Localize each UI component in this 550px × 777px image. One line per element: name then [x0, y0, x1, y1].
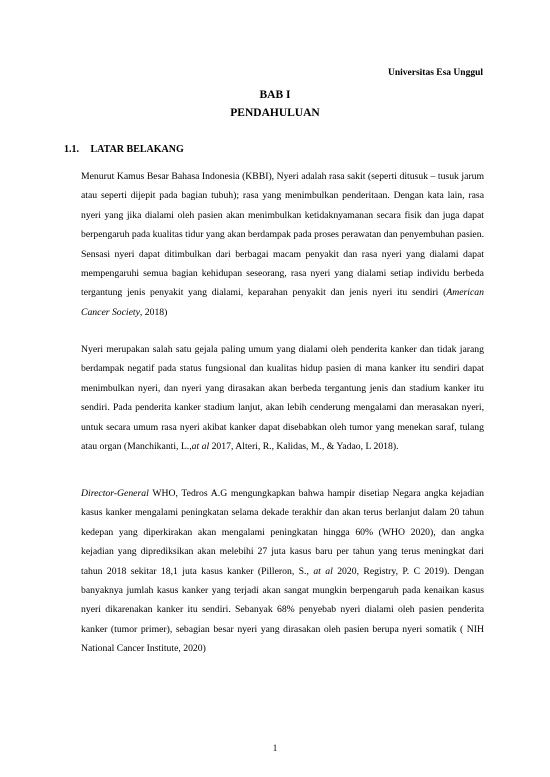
citation-tail: 2020, Registry, P. C 2019). Dengan banyaknya jumlah kasus kanker yang terjadi akan sangat mungkin berpengaruh pada kenaikan kasus nyeri dikarenakan kanker itu sendiri. Sebanyak 68% penyebab nyeri dialami oleh pasien penderita kanker (tumor primer), sebagian besar nyeri yang dirasakan oleh pasien berupa nyeri somatik ( NIH National Cancer Institute, 2020)	[81, 565, 485, 655]
section-number: 1.1.	[64, 144, 79, 155]
citation-tail: 2017, Alteri, R., Kalidas, M., & Yadao, L 2018).	[209, 441, 399, 453]
paragraph-3	[81, 484, 484, 659]
paragraph-2	[81, 340, 484, 456]
citation-italic: at al	[191, 441, 210, 453]
institution-header: Universitas Esa Unggul	[387, 68, 483, 78]
citation-italic: American Cancer Society	[81, 287, 484, 318]
citation-italic: at al	[313, 565, 333, 577]
paragraph-text: WHO, Tedros A.G mengungkapkan bahwa hampir disetiap Negara angka kejadian kasus kanker mengalami peningkatan selama dekade terakhir dan akan terus berlanjut dalam 20 tahun kedepan yang diperkirakan akan mengalami peningkatan hingga 60% (WHO 2020), dan angka kejadian yang diprediksikan akan melebihi 27 juta kasus baru per tahun yang terus meningkat dari tahun 2018 sekitar 18,1 juta kasus kanker (Pilleron, S.,	[81, 488, 484, 577]
citation-tail: , 2018)	[139, 306, 168, 318]
paragraph-1	[81, 167, 484, 322]
section-heading	[64, 144, 184, 155]
chapter-title: PENDAHULUAN	[230, 107, 320, 119]
lead-italic: Director-General	[81, 488, 149, 499]
paragraph-text: Menurut Kamus Besar Bahasa Indonesia (KBBI), Nyeri adalah rasa sakit (seperti ditusuk – tusuk jarum atau seperti dijepit pada bagian tubuh); rasa yang menimbulkan penderitaan. Dengan kata lain, rasa nyeri yang jika dialami oleh pasien akan menimbulkan ketidaknyamanan secara fisik dan juga dapat berpengaruh pada kualitas tidur yang akan berdampak pada proses perawatan dan penyembuhan pasien. Sensasi nyeri dapat ditimbulkan dari berbagai macam penyakit dan rasa nyeri yang dialami dapat mempengaruhi semua bagian kehidupan seseorang, rasa nyeri yang dialami setiap individu berbeda tergantung jenis penyakit yang dialami, keparahan penyakit dan jenis nyeri itu sendiri (	[81, 171, 484, 299]
section-title: LATAR BELAKANG	[90, 144, 184, 155]
page-number: 1	[272, 743, 278, 753]
chapter-number: BAB I	[259, 89, 291, 101]
paragraph-text: Nyeri merupakan salah satu gejala paling umum yang dialami oleh penderita kanker dan tidak jarang berdampak negatif pada status fungsional dan kualitas hidup pasien di mana kanker itu sendiri dapat menimbulkan nyeri, dan nyeri yang dirasakan akan berbeda tergantung jenis dan stadium kanker itu sendiri. Pada penderita kanker stadium lanjut, akan lebih cenderung mengalami dan merasakan nyeri, untuk secara umum rasa nyeri akibat kanker dapat disebabkan oleh tumor yang menekan saraf, tulang atau organ (Manchikanti, L.,	[81, 344, 484, 453]
